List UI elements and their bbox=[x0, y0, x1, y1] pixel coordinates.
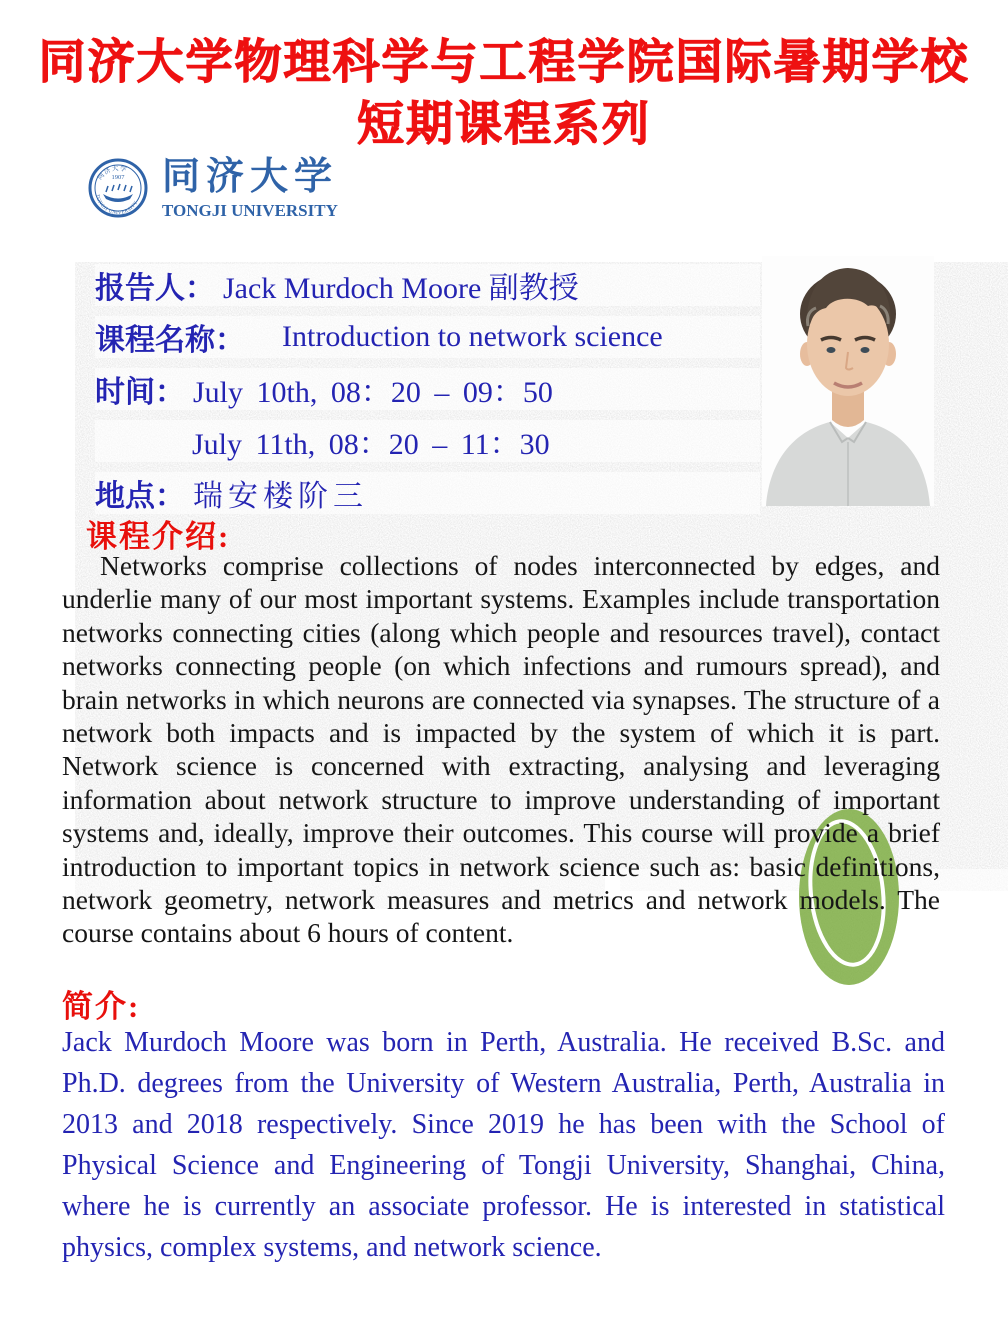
course-intro-text: Networks comprise collections of nodes interconnected by edges, and underlie many of our most important systems. Examples include transportation networks connecting cities (along which people and resources travel), contact networks connecting people (on which infections and rumours spread), and brain networks in which neurons are connected via synapses. The structure of a network both impacts and is impacted by the system of which it is part. Network science is concerned with extracting, analysing and leveraging information about network structure to improve understanding of important systems and, ideally, improve their outcomes. This course will provide a brief introduction to important topics in network science such as: basic definitions, network geometry, network measures and metrics and network models. The course contains about 6 hours of content. bbox=[62, 550, 940, 949]
course-name-value: Introduction to network science bbox=[282, 320, 663, 353]
speaker-line bbox=[95, 264, 760, 306]
seal-arc-text: TONGJI UNIVERSITY bbox=[94, 194, 140, 217]
speaker-value: Jack Murdoch Moore 副教授 bbox=[223, 272, 579, 305]
bio-text: Jack Murdoch Moore was born in Perth, Australia. He received B.Sc. and Ph.D. degrees from the University of Western Australia, Perth, Australia in 2013 and 2018 respectively. Since 2019 he has been with the School of Physical Science and Engineering of Tongji University, Shanghai, China, where he is currently an associate professor. He is interested in statistical physics, complex systems, and network science. bbox=[62, 1027, 945, 1263]
location-label: 地点： bbox=[95, 480, 185, 513]
bio-heading: 简介: bbox=[62, 989, 141, 1024]
time-line-1 bbox=[95, 368, 760, 410]
location-value: 瑞安楼阶三 bbox=[193, 480, 368, 513]
seal-year-text: 1907 bbox=[111, 174, 125, 181]
seal-boat-hull bbox=[103, 194, 133, 202]
poster-title-line1: 同济大学物理科学与工程学院国际暑期学校 bbox=[38, 35, 970, 88]
speaker-portrait-photo bbox=[762, 256, 934, 506]
logo-english-name: TONGJI UNIVERSITY bbox=[162, 201, 338, 220]
seal-boat-rowers bbox=[106, 184, 132, 192]
location-line bbox=[95, 472, 760, 514]
course-name-label: 课程名称： bbox=[95, 324, 245, 357]
speaker-label: 报告人： bbox=[95, 272, 215, 305]
time-line-2 bbox=[95, 420, 760, 462]
logo-chinese-name: 同济大学 bbox=[162, 156, 339, 198]
seal-top-text: 同济大学 bbox=[96, 164, 129, 182]
poster-title-line2: 短期课程系列 bbox=[357, 97, 651, 150]
course-intro-heading: 课程介绍: bbox=[86, 519, 231, 554]
time-value-2: July 11th, 08：20 – 11：30 bbox=[192, 428, 550, 461]
time-label: 时间： bbox=[95, 376, 185, 409]
course-name-line bbox=[95, 316, 760, 358]
tongji-logo bbox=[86, 154, 338, 222]
time-value-1: July 10th, 08：20 – 09：50 bbox=[193, 376, 553, 409]
tongji-seal-icon bbox=[86, 154, 150, 222]
